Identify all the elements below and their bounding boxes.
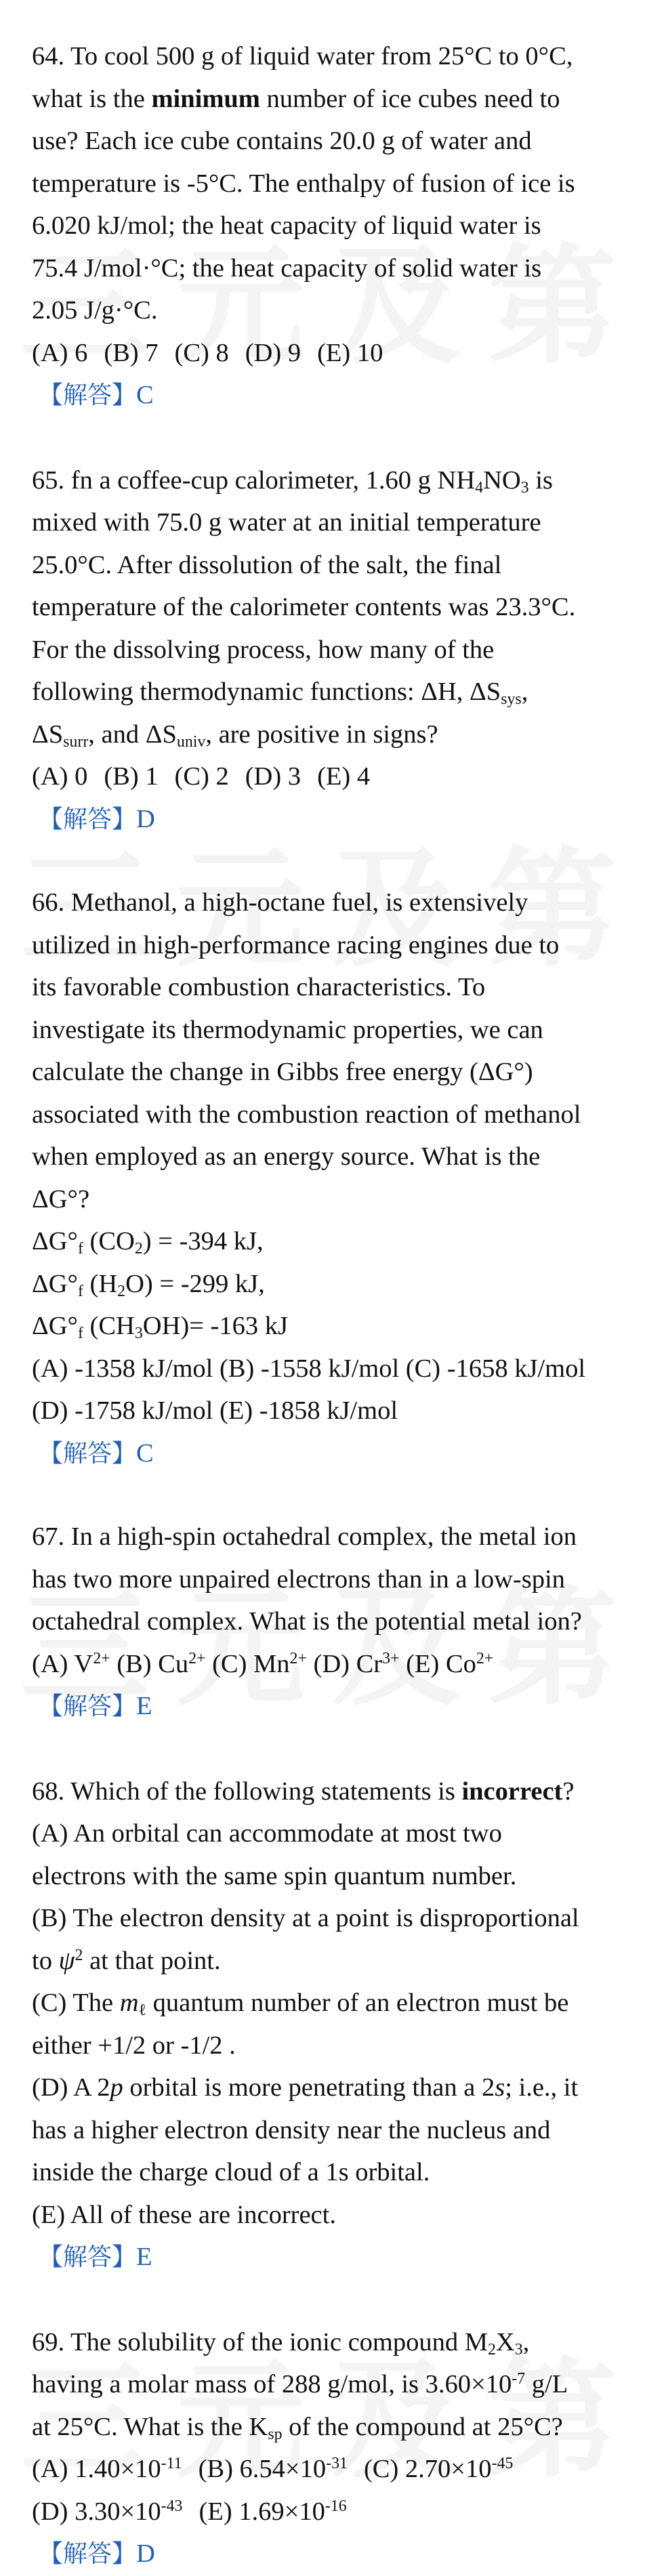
option-d-cont: inside the charge cloud of a 1s orbital.	[32, 2158, 430, 2186]
option-b: (B) $Cu^{2+}$	[117, 1649, 206, 1678]
option-d: (D) $Cr^{3+}$	[313, 1649, 400, 1678]
question-text: 2.05 J/g·°C.	[32, 296, 158, 325]
answer-options	[32, 2448, 642, 2491]
question-text: 64. To cool 500 g of liquid water from 25°C to 0°C,	[32, 42, 573, 70]
option-b-cont: to $\psi^2$ at that point.	[32, 1946, 221, 1975]
answer-value: E	[136, 2243, 152, 2271]
answer-value: E	[136, 1692, 152, 1720]
question-text: what is the minimum number of ice cubes need to	[32, 84, 560, 113]
answer-label: 【解答】	[39, 381, 137, 409]
question-text: utilized in high-performance racing engines due to	[32, 930, 560, 959]
option-c: (C) 8	[174, 338, 229, 367]
answer-value: C	[136, 1438, 154, 1468]
question-text: 6.020 kJ/mol; the heat capacity of liquid water is	[32, 211, 541, 240]
answer-line	[39, 374, 642, 417]
question-text: 68. Which of the following statements is incorrect?	[32, 1777, 575, 1806]
answer-options: (A) -1358 kJ/mol (B) -1558 kJ/mol (C) -1658 kJ/mol	[32, 1354, 586, 1383]
answer-label: 【解答】	[39, 1439, 137, 1468]
answer-line	[39, 2533, 642, 2576]
answer-options	[32, 332, 642, 375]
question-text: 25.0°C. After dissolution of the salt, the final	[32, 550, 502, 579]
answer-options	[32, 755, 642, 798]
answer-value: C	[136, 381, 154, 409]
question-69	[32, 2321, 642, 2576]
option-c-cont: either +1/2 or -1/2 .	[32, 2031, 236, 2060]
question-text: $\Delta S_{surr}$, and $\Delta S_{univ}$, are positive in signs?	[32, 720, 438, 751]
option-c: (C) $Mn^{2+}$	[212, 1649, 307, 1678]
question-66	[32, 881, 642, 1475]
question-text: following thermodynamic functions: ΔH, $\Delta S_{sys}$,	[32, 678, 528, 708]
question-text: when employed as an energy source. What is the	[32, 1142, 541, 1171]
option-a: (A) An orbital can accommodate at most two	[32, 1819, 502, 1848]
given-data: $\Delta G^\circ_f$ $(CH_3OH)= -163$ kJ	[32, 1312, 288, 1342]
option-e: (E) $Co^{2+}$	[406, 1649, 494, 1678]
question-text: its favorable combustion characteristics. To	[32, 973, 486, 1001]
question-text: ΔG°?	[32, 1184, 90, 1213]
answer-line	[39, 1685, 642, 1728]
option-b: (B) $6.54\times 10^{-31}$	[198, 2454, 348, 2483]
question-text: calculate the change in Gibbs free energy (ΔG°)	[32, 1058, 533, 1086]
emphasis-text: minimum	[151, 84, 260, 113]
answer-label: 【解答】	[39, 2243, 137, 2271]
question-text: 75.4 J/mol·°C; the heat capacity of solid water is	[32, 253, 542, 283]
answer-label: 【解答】	[39, 2540, 137, 2568]
option-c: (C) 2	[174, 762, 229, 791]
question-text: octahedral complex. What is the potential metal ion?	[32, 1607, 582, 1636]
option-e: (E) $1.69\times 10^{-16}$	[199, 2497, 347, 2526]
option-e: (E) 4	[317, 762, 371, 791]
answer-line	[39, 798, 642, 842]
option-a: (A) 0	[32, 762, 88, 791]
question-text: has two more unpaired electrons than in a low-spin	[32, 1564, 565, 1594]
option-a: (A) $V^{2+}$	[32, 1649, 110, 1678]
question-text: For the dissolving process, how many of the	[32, 635, 495, 664]
question-text: temperature is -5°C. The enthalpy of fusion of ice is	[32, 169, 575, 198]
emphasis-text: incorrect	[461, 1777, 563, 1806]
answer-options: (D) -1758 kJ/mol (E) -1858 kJ/mol	[32, 1396, 398, 1425]
answer-value: D	[136, 804, 155, 833]
question-text: investigate its thermodynamic properties, we can	[32, 1015, 543, 1044]
question-65	[32, 459, 642, 842]
question-text: 66. Methanol, a high-octane fuel, is extensively	[32, 888, 528, 917]
question-text: 69. The solubility of the ionic compound $M_2X_3$,	[32, 2327, 530, 2359]
answer-options	[32, 1643, 642, 1686]
question-68	[32, 1770, 642, 2279]
answer-value: D	[136, 2539, 155, 2568]
question-text: 65. fn a coffee-cup calorimeter, 1.60 g $NH_4NO_3$ is	[32, 465, 553, 497]
option-d-cont: has a higher electron density near the nucleus and	[32, 2115, 551, 2144]
option-d: (D) 3	[245, 762, 302, 791]
option-d: (D) A 2p orbital is more penetrating than a 2s; i.e., it	[32, 2073, 579, 2102]
question-67	[32, 1516, 642, 1728]
answer-label: 【解答】	[39, 805, 137, 833]
option-b: (B) 1	[104, 762, 159, 791]
question-text: temperature of the calorimeter contents was 23.3°C.	[32, 593, 576, 621]
answer-options	[32, 2491, 642, 2533]
answer-label: 【解答】	[39, 1692, 137, 1720]
option-d: (D) 9	[245, 338, 302, 367]
question-64	[32, 35, 642, 417]
given-data: $\Delta G^\circ_f$ $(H_2O) = -299$ kJ,	[32, 1269, 265, 1300]
given-data: $\Delta G^\circ_f$ $(CO_2) = -394$ kJ,	[32, 1227, 264, 1258]
option-c: (C) The $m_\ell$ quantum number of an electron must be	[32, 1989, 569, 2019]
option-e: (E) 10	[317, 338, 383, 367]
option-a: (A) 6	[32, 338, 88, 367]
option-b: (B) 7	[104, 338, 159, 367]
option-a-cont: electrons with the same spin quantum number.	[32, 1861, 517, 1890]
option-e: (E) All of these are incorrect.	[32, 2200, 336, 2229]
question-text: at 25°C. What is the $K_{sp}$ of the compound at 25°C?	[32, 2412, 563, 2443]
question-text: associated with the combustion reaction of methanol	[32, 1100, 581, 1129]
option-c: (C) $2.70\times 10^{-45}$	[363, 2454, 514, 2483]
question-text: use? Each ice cube contains 20.0 g of water and	[32, 127, 532, 155]
question-text: having a molar mass of 288 g/mol, is $3.60\times 10^{-7}$ g/L	[32, 2369, 568, 2398]
answer-line	[39, 2236, 642, 2279]
option-b: (B) The electron density at a point is disproportional	[32, 1904, 579, 1932]
option-d: (D) $3.30\times 10^{-43}$	[32, 2497, 183, 2526]
option-a: (A) $1.40\times 10^{-11}$	[32, 2454, 182, 2483]
question-text: mixed with 75.0 g water at an initial temperature	[32, 508, 541, 537]
question-text: 67. In a high-spin octahedral complex, the metal ion	[32, 1522, 577, 1551]
answer-line	[39, 1432, 642, 1476]
